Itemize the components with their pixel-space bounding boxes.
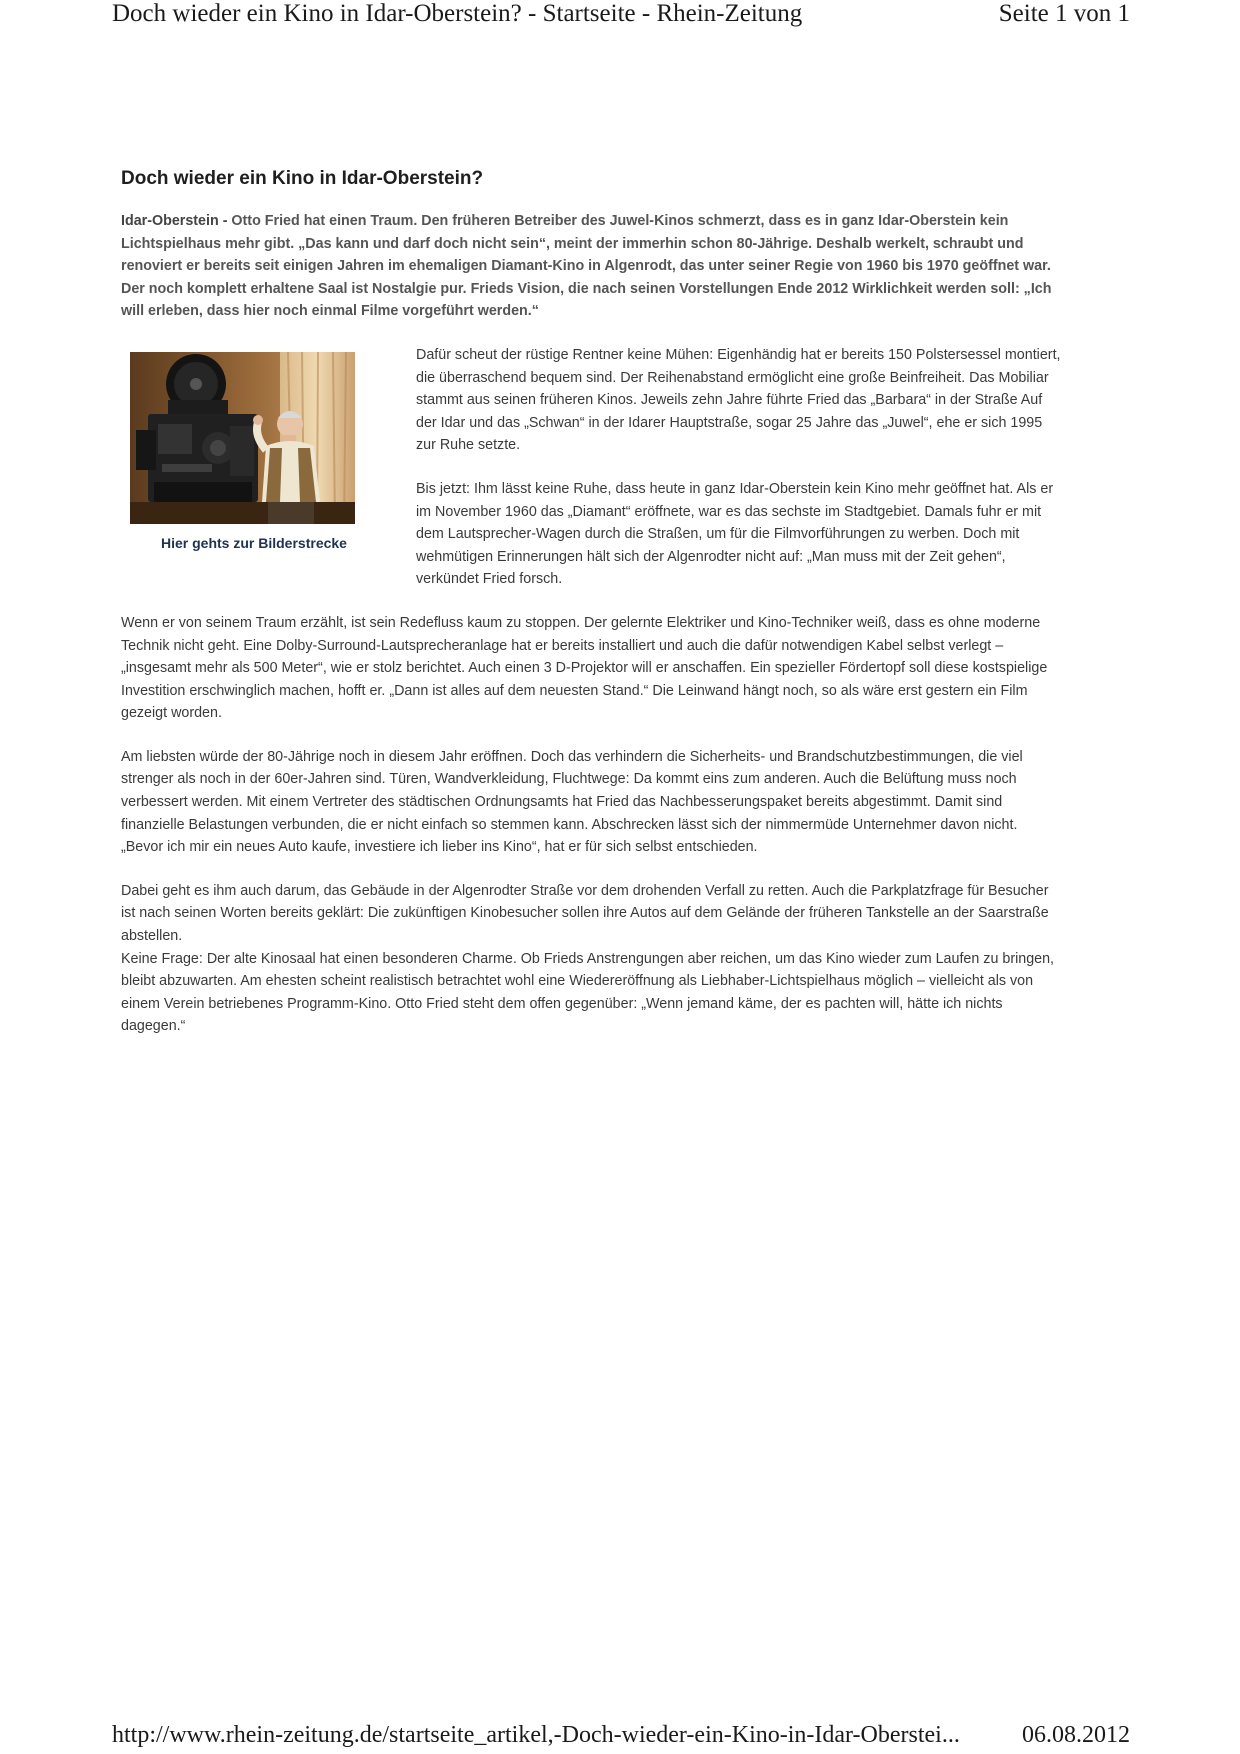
body-paragraph: Am liebsten würde der 80-Jährige noch in diesem Jahr eröffnen. Doch das verhindern die Sicherheits- und Brandschutzbestimmungen, die viel strenger als noch in der 60er-Jahren sind. Türen, Wandverkleidung, Fluchtwege: Da kommt eins zum anderen. Auch die Belüftung muss noch verbessert werden. Mit einem Vertreter des städtischen Ordnungsamts hat Fried das Nachbesserungspaket bereits abgestimmt. Damit sind finanzielle Belastungen verbunden, die er nicht einfach so stemmen kann. Abschrecken lässt sich der nimmermüde Unternehmer davon nicht. „Bevor ich mir ein neues Auto kaufe, investiere ich lieber ins Kino“, hat er für sich selbst entschieden.	[121, 748, 1023, 856]
media-block	[121, 344, 1061, 591]
print-header-title: Doch wieder ein Kino in Idar-Oberstein? - Startseite - Rhein-Zeitung	[112, 0, 803, 27]
body-paragraph: Dabei geht es ihm auch darum, das Gebäude in der Algenrodter Straße vor dem drohenden Verfall zu retten. Auch die Parkplatzfrage für Besucher ist nach seinen Worten bereits geklärt: Die zukünftigen Kinobesucher sollen ihre Autos auf dem Gelände der früheren Tankstelle an der Saarstraße abstellen.	[121, 882, 1049, 945]
body-paragraph: Wenn er von seinem Traum erzählt, ist sein Redefluss kaum zu stoppen. Der gelernte Elektriker und Kino-Techniker weiß, dass es ohne moderne Technik nicht geht. Eine Dolby-Surround-Lautsprecheranlage hat er bereits installiert und auch die dafür notwendigen Kabel selbst verlegt – „insgesamt mehr als 500 Meter“, wie er stolz berichtet. Auch einen 3 D-Projektor will er anschaffen. Ein spezieller Fördertopf soll diese kostspielige Investition erschwinglich machen, hofft er. „Dann ist alles auf dem neuesten Stand.“ Die Leinwand hängt noch, so als wäre erst gestern ein Film gezeigt worden.	[121, 614, 1048, 722]
lead-dateline: Idar-Oberstein -	[121, 213, 228, 229]
body-paragraph: Keine Frage: Der alte Kinosaal hat einen besonderen Charme. Ob Frieds Anstrengungen aber reichen, um das Kino wieder zum Laufen zu bringen, bleibt abzuwarten. Am ehesten scheint realistisch betrachtet wohl eine Wiedereröffnung als Liebhaber-Lichtspielhaus möglich – vielleicht als von einem Verein betriebenes Programm-Kino. Otto Fried steht dem offen gegenüber: „Wenn jemand käme, der es pachten will, hätte ich nichts dagegen.“	[121, 950, 1055, 1035]
article	[121, 166, 1061, 1059]
page-url: http://www.rhein-zeitung.de/startseite_artikel,-Doch-wieder-ein-Kino-in-Idar-Oberstei...	[112, 1722, 960, 1748]
article-lead	[121, 210, 1061, 323]
side-paragraph: Bis jetzt: Ihm lässt keine Ruhe, dass heute in ganz Idar-Oberstein kein Kino mehr geöffnet hat. Als er im November 1960 das „Diamant“ eröffnete, war es das sechste im Stadtgebiet. Damals fuhr er mit dem Lautsprecher-Wagen durch die Straßen, um für die Filmvorführungen zu werben. Doch mit wehmütigen Erinnerungen hält sich der Algenrodter nicht auf: „Man muss mit der Zeit gehen“, verkündet Fried forsch.	[416, 480, 1054, 588]
side-paragraph: Dafür scheut der rüstige Rentner keine Mühen: Eigenhändig hat er bereits 150 Polstersessel montiert, die überraschend bequem sind. Der Reihenabstand ermöglicht eine große Beinfreiheit. Das Mobiliar stammt aus seinen früheren Kinos. Jeweils zehn Jahre führte Fried das „Barbara“ in der Straße Auf der Idar und das „Schwan“ in der Idarer Hauptstraße, sogar 25 Jahre das „Juwel“, ehe er sich 1995 zur Ruhe setzte.	[416, 346, 1061, 454]
lead-text: Otto Fried hat einen Traum. Den früheren Betreiber des Juwel-Kinos schmerzt, dass es in ganz Idar-Oberstein kein Lichtspielhaus mehr gibt. „Das kann und darf doch nicht sein“, meint der immerhin schon 80-Jährige. Deshalb werkelt, schraubt und renoviert er bereits seit einigen Jahren im ehemaligen Diamant-Kino in Algenrodt, das unter seiner Regie von 1960 bis 1970 geöffnet war. Der noch komplett erhaltene Saal ist Nostalgie pur. Frieds Vision, die nach seinen Vorstellungen Ende 2012 Wirklichkeit werden soll: „Ich will erleben, dass hier noch einmal Filme vorgeführt werden.“	[121, 213, 1052, 320]
article-figure	[121, 352, 411, 555]
print-header	[112, 0, 1130, 32]
print-footer	[112, 1722, 1130, 1754]
article-title: Doch wieder ein Kino in Idar-Oberstein?	[121, 168, 484, 189]
print-date: 06.08.2012	[1022, 1722, 1130, 1748]
article-photo[interactable]	[130, 352, 355, 524]
side-text	[416, 344, 1061, 591]
gallery-link[interactable]: Hier gehts zur Bilderstrecke	[161, 534, 347, 551]
page-indicator: Seite 1 von 1	[998, 0, 1130, 27]
